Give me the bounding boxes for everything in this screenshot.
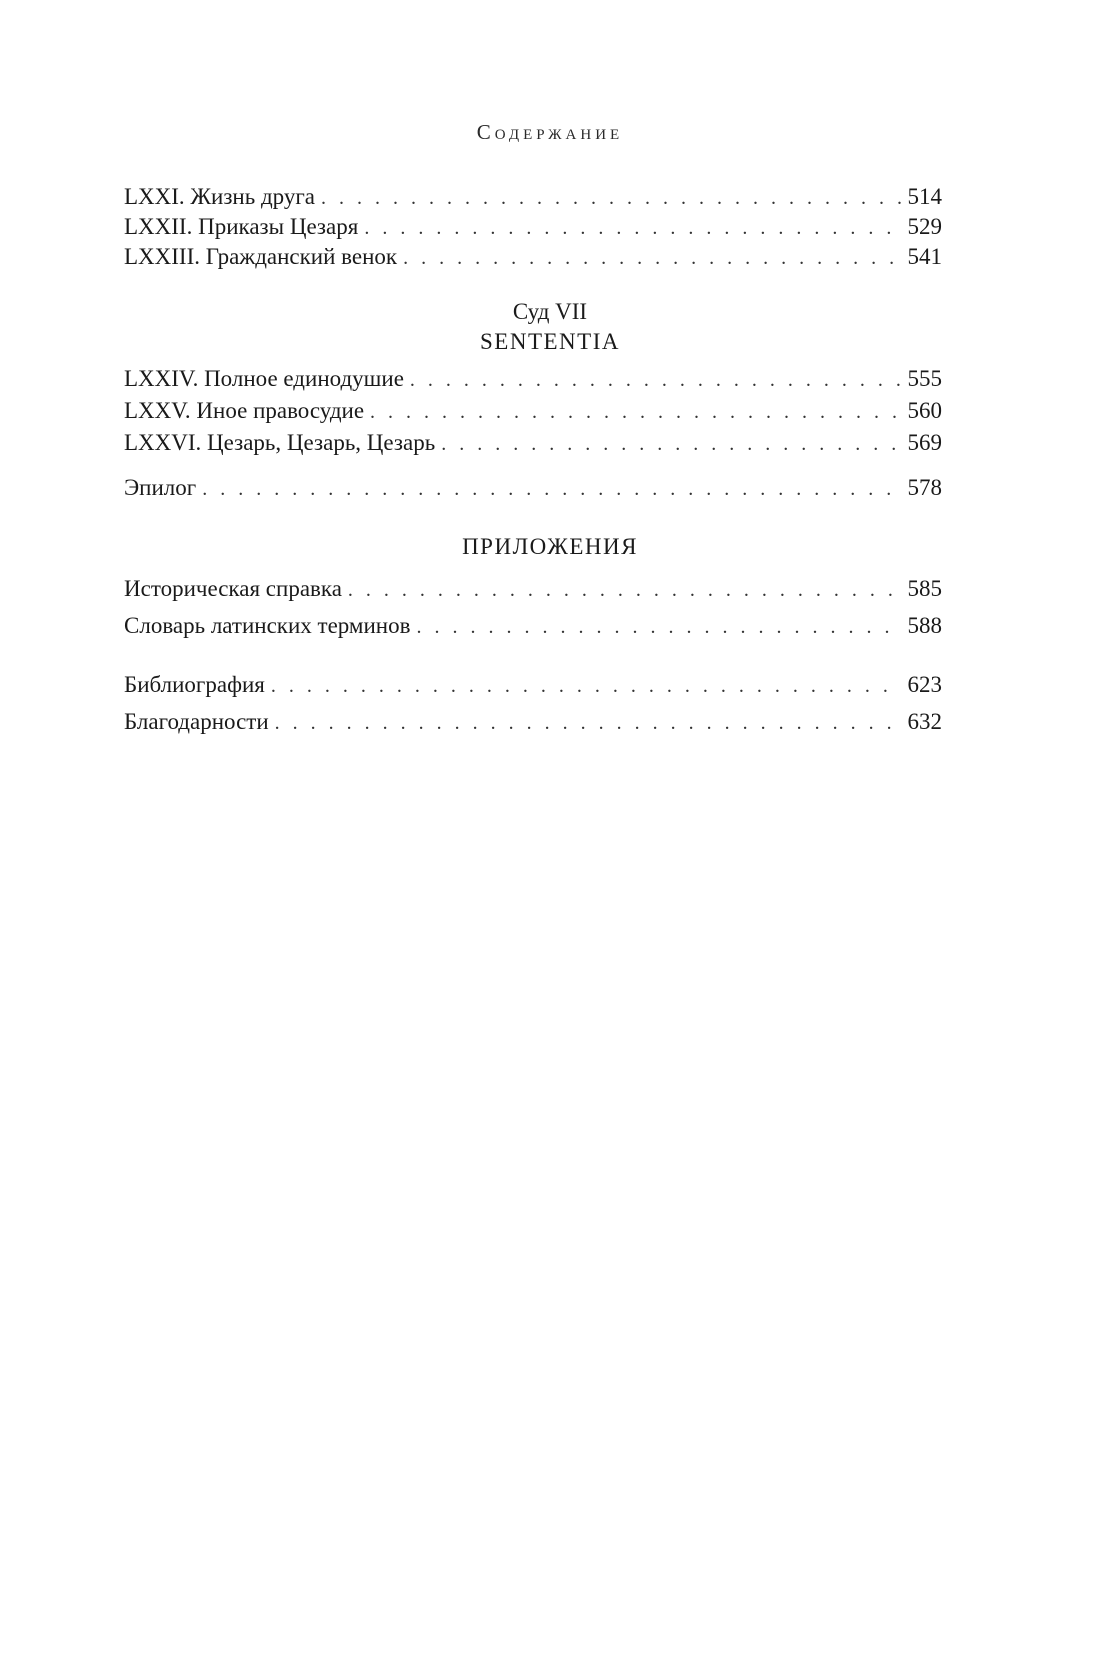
- toc-entry-page: 578: [907, 475, 942, 500]
- toc-entry: [124, 397, 942, 426]
- toc-entry: [124, 575, 942, 604]
- dot-leader: [416, 613, 901, 641]
- toc-entry-title: LXXIV. Полное единодушие: [124, 366, 404, 391]
- toc-entry-page: 588: [907, 613, 942, 638]
- toc-entry: [124, 612, 942, 641]
- section-heading: Суд VII: [512, 299, 588, 324]
- toc-entry-page: 560: [907, 398, 942, 423]
- toc-entry-title: LXXIII. Гражданский венок: [124, 244, 398, 269]
- dot-leader: [321, 184, 901, 212]
- toc-entry-page: 555: [907, 366, 942, 391]
- dot-leader: [441, 430, 901, 458]
- toc-entry: [124, 671, 942, 700]
- dot-leader: [202, 475, 901, 503]
- toc-entry-page: 632: [907, 709, 942, 734]
- toc-entry: [124, 243, 942, 272]
- toc-entry-page: 514: [907, 184, 942, 209]
- dot-leader: [410, 366, 902, 394]
- toc-entry: [124, 365, 942, 394]
- toc-entry-title: LXXVI. Цезарь, Цезарь, Цезарь: [124, 430, 436, 455]
- toc-entry-page: 623: [907, 672, 942, 697]
- dot-leader: [271, 672, 902, 700]
- toc-entry: [124, 708, 942, 737]
- dot-leader: [348, 576, 902, 604]
- toc-entry-title: Эпилог: [124, 475, 197, 500]
- toc-entry-title: Историческая справка: [124, 576, 342, 601]
- dot-leader: [275, 709, 902, 737]
- toc-entry-title: LXXI. Жизнь друга: [124, 184, 316, 209]
- toc-entry-epilogue: [124, 474, 942, 503]
- toc-entry: [124, 183, 942, 212]
- toc-entry-title: Библиография: [124, 672, 265, 697]
- running-head: Содержание: [476, 120, 624, 144]
- appendices-heading: ПРИЛОЖЕНИЯ: [462, 534, 638, 559]
- toc-entry-page: 569: [907, 430, 942, 455]
- toc-entry: [124, 429, 942, 458]
- dot-leader: [403, 244, 901, 272]
- toc-entry-title: Словарь латинских терминов: [124, 613, 411, 638]
- toc-entry: [124, 213, 942, 242]
- section-subheading: SENTENTIA: [480, 329, 620, 354]
- toc-entry-title: LXXV. Иное правосудие: [124, 398, 365, 423]
- dot-leader: [364, 214, 901, 242]
- dot-leader: [370, 398, 901, 426]
- toc-entry-title: Благодарности: [124, 709, 269, 734]
- toc-entry-page: 585: [907, 576, 942, 601]
- toc-entry-page: 541: [907, 244, 942, 269]
- toc-entry-page: 529: [907, 214, 942, 239]
- toc-entry-title: LXXII. Приказы Цезаря: [124, 214, 359, 239]
